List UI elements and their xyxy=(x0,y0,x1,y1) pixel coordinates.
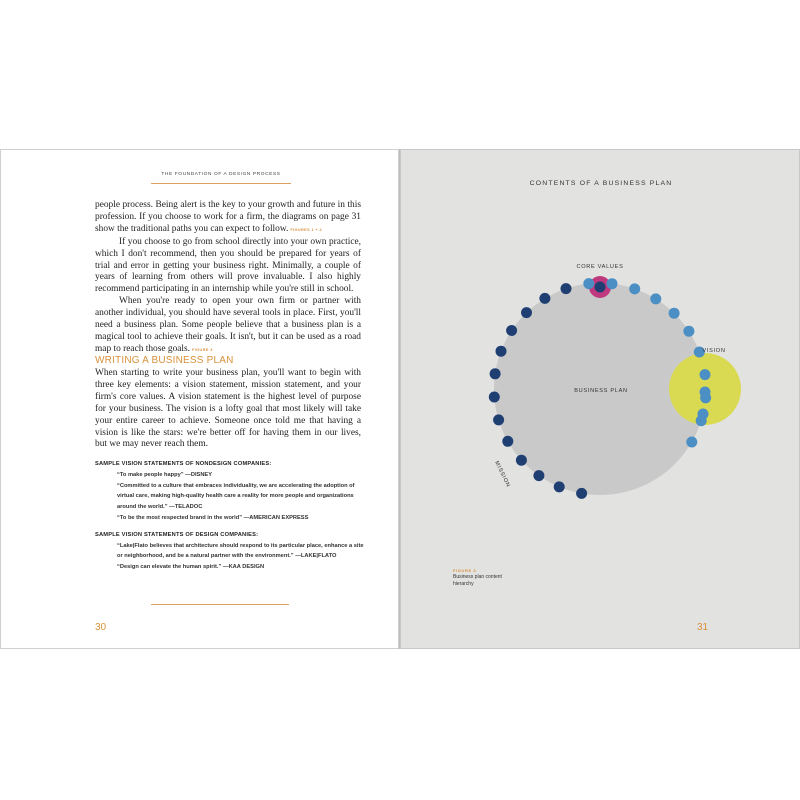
mission-dot xyxy=(516,455,527,466)
sample-statements xyxy=(95,459,365,573)
figure-title: CONTENTS OF A BUSINESS PLAN xyxy=(529,180,673,187)
vision-label: VISION xyxy=(702,348,726,354)
figure-caption-text: Business plan content hierarchy xyxy=(453,574,502,587)
mission-dot xyxy=(496,346,507,357)
mission-dot xyxy=(502,436,513,447)
vision-dot xyxy=(698,409,709,420)
mission-dot xyxy=(490,368,501,379)
quote: “Design can elevate the human spirit.” —KAA DESIGN xyxy=(117,564,265,571)
mission-dot xyxy=(607,278,618,289)
mission-dot xyxy=(650,293,661,304)
section-heading: WRITING A BUSINESS PLAN xyxy=(95,355,234,366)
mission-dot xyxy=(686,437,697,448)
body-text xyxy=(95,200,361,357)
mission-dot xyxy=(521,307,532,318)
mission-dot xyxy=(533,470,544,481)
nondesign-heading: SAMPLE VISION STATEMENTS OF NONDESIGN COMPANIES: xyxy=(95,461,272,467)
core-values-label: CORE VALUES xyxy=(576,264,624,270)
mission-dot xyxy=(583,278,594,289)
right-page xyxy=(400,149,800,649)
quote: “Committed to a culture that embraces individuality, we are accelerating the adoption of virtual care, making high-quality health care a reality for more people and organizations around the world.” —TELADOC xyxy=(117,482,355,511)
figure-reference: FIGURES 1 + 2 xyxy=(290,227,323,232)
mission-label: MISSION xyxy=(493,460,512,489)
design-heading: SAMPLE VISION STATEMENTS OF DESIGN COMPANIES: xyxy=(95,531,259,538)
quote: “To be the most respected brand in the world” —AMERICAN EXPRESS xyxy=(117,514,309,521)
mission-dot xyxy=(489,392,500,403)
page-number: 31 xyxy=(697,622,709,633)
mission-dot xyxy=(669,308,680,319)
mission-dot xyxy=(506,325,517,336)
running-head: THE FOUNDATION OF A DESIGN PROCESS xyxy=(161,172,281,177)
header-rule xyxy=(151,183,291,184)
mission-dot xyxy=(561,283,572,294)
book-spread xyxy=(0,149,800,649)
section-paragraph: When starting to write your business plan, you'll want to begin with three key elements: a vision statement, mission statement, and your firm's core values. A vision statement is the highest level of purpose for your business. The vision is a lofty goal that most likely will take your entire career to achieve. Someone once told me that having a vision is like the stars: we're better off for having them in our lives, but we may never reach them. xyxy=(95,368,361,450)
figure-caption xyxy=(453,568,523,587)
vision-dot xyxy=(700,387,711,398)
quote: “To make people happy” —DISNEY xyxy=(117,471,213,478)
mission-dot xyxy=(629,283,640,294)
mission-dot xyxy=(539,293,550,304)
mission-dot xyxy=(576,488,587,499)
page-number: 30 xyxy=(95,622,107,633)
paragraph: If you choose to go from school directly into your own practice, which I don't recommend, then you should be prepared for years of trial and error in getting your business right. Minimally, a couple of years of learning from others will prove invaluable. I also highly recommend participating in an internship while you're still in school. xyxy=(95,236,361,295)
mission-dot xyxy=(700,369,711,380)
core-values-dot xyxy=(595,282,606,293)
mission-dot xyxy=(683,326,694,337)
left-page xyxy=(0,149,399,649)
figure-label: FIGURE 3 xyxy=(453,568,477,573)
figure-reference: FIGURE 3 xyxy=(192,347,213,352)
mission-dot xyxy=(554,481,565,492)
paragraph: When you're ready to open your own firm or partner with another individual, you should have several tools in place. First, you'll need a business plan. Some people believe that a business plan is a magical tool to achieve their goals. It isn't, but it can be used as a road map to reach those goals. FIGURE 3 xyxy=(95,296,361,354)
business-plan-label: BUSINESS PLAN xyxy=(574,388,628,394)
paragraph: people process. Being alert is the key to your growth and future in this profession. If you choose to work for a firm, the diagrams on page 31 show the traditional paths you can expect to follow. FIGURES 1 + 2 xyxy=(95,200,361,234)
footer-rule xyxy=(151,604,289,605)
mission-dot xyxy=(493,414,504,425)
quote: “Lake|Flato believes that architecture should respond to its particular place, enhance a site or neighborhood, and be a natural partner with the environment.” —LAKE|FLATO xyxy=(117,542,364,560)
